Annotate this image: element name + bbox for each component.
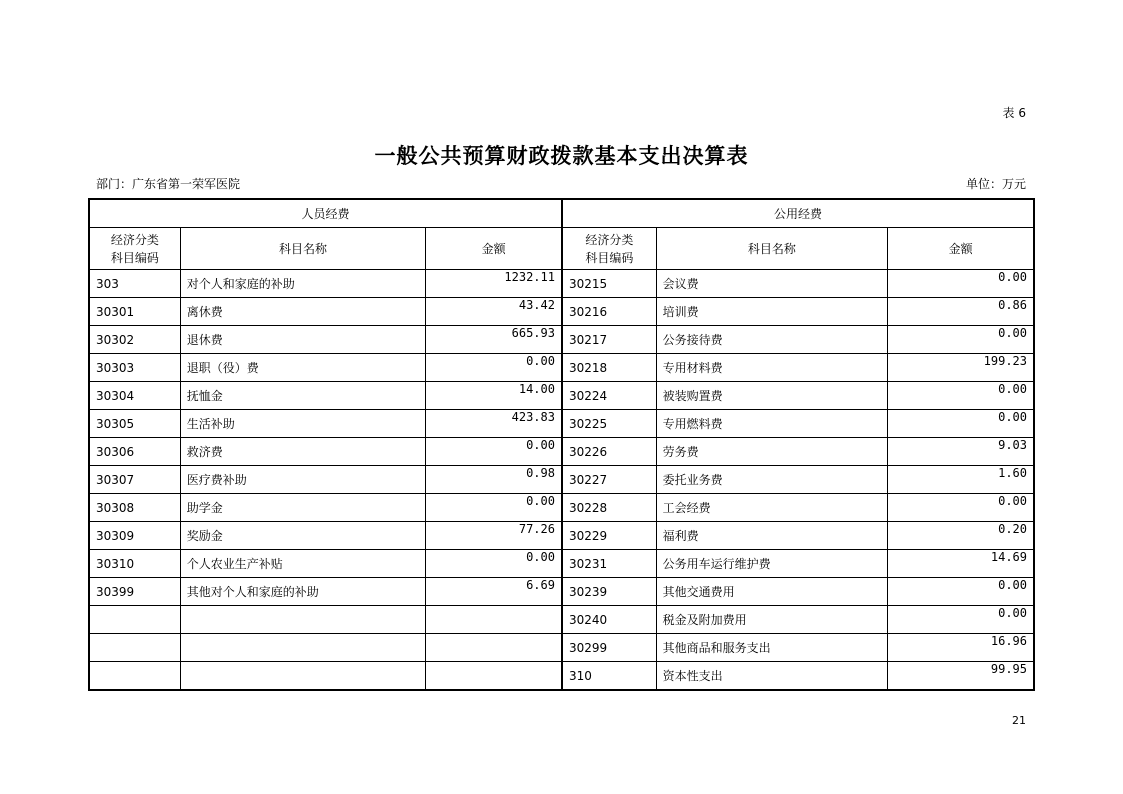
- right-name-cell: 福利费: [656, 522, 887, 550]
- left-name-cell: 助学金: [180, 494, 426, 522]
- left-code-cell: 303: [89, 270, 180, 298]
- right-name-cell: 被装购置费: [656, 382, 887, 410]
- left-code-cell: 30302: [89, 326, 180, 354]
- left-amount-cell: 0.00: [426, 550, 562, 578]
- code-header-line1: 经济分类: [110, 232, 159, 247]
- right-amount-cell: 0.00: [888, 606, 1034, 634]
- right-code-cell: 30229: [562, 522, 656, 550]
- right-name-cell: 其他商品和服务支出: [656, 634, 887, 662]
- left-code-cell: 30305: [89, 410, 180, 438]
- left-code-cell: 30306: [89, 438, 180, 466]
- left-amount-cell: 665.93: [426, 326, 562, 354]
- table-row: [89, 270, 1034, 298]
- right-amount-cell: 9.03: [888, 438, 1034, 466]
- right-name-cell: 专用材料费: [656, 354, 887, 382]
- right-code-header: [562, 228, 656, 270]
- right-name-cell: 公务用车运行维护费: [656, 550, 887, 578]
- table-row: [89, 438, 1034, 466]
- public-header: 公用经费: [562, 199, 1034, 228]
- right-amount-cell: 0.00: [888, 326, 1034, 354]
- right-code-cell: 30216: [562, 298, 656, 326]
- left-name-cell: [180, 662, 426, 691]
- right-code-cell: 30239: [562, 578, 656, 606]
- left-name-cell: 救济费: [180, 438, 426, 466]
- left-code-header: [89, 228, 180, 270]
- left-code-cell: 30308: [89, 494, 180, 522]
- left-amount-cell: 0.00: [426, 438, 562, 466]
- left-code-cell: 30309: [89, 522, 180, 550]
- right-name-cell: 工会经费: [656, 494, 887, 522]
- right-name-cell: 其他交通费用: [656, 578, 887, 606]
- left-code-cell: 30310: [89, 550, 180, 578]
- left-name-cell: 医疗费补助: [180, 466, 426, 494]
- header-row-group: [89, 199, 1034, 228]
- left-name-cell: 个人农业生产补贴: [180, 550, 426, 578]
- left-code-cell: 30301: [89, 298, 180, 326]
- right-name-cell: 培训费: [656, 298, 887, 326]
- budget-table: [88, 198, 1035, 691]
- code-header-line1: 经济分类: [585, 232, 634, 247]
- right-amount-cell: 99.95: [888, 662, 1034, 691]
- right-amount-cell: 16.96: [888, 634, 1034, 662]
- right-name-cell: 会议费: [656, 270, 887, 298]
- table-row: [89, 298, 1034, 326]
- left-code-cell: 30399: [89, 578, 180, 606]
- right-amount-cell: 0.86: [888, 298, 1034, 326]
- left-amount-cell: 1232.11: [426, 270, 562, 298]
- left-code-cell: [89, 662, 180, 691]
- left-amount-header: 金额: [426, 228, 562, 270]
- right-amount-cell: 0.00: [888, 578, 1034, 606]
- right-code-cell: 30218: [562, 354, 656, 382]
- left-name-cell: 离休费: [180, 298, 426, 326]
- right-amount-cell: 0.00: [888, 382, 1034, 410]
- table-row: [89, 522, 1034, 550]
- table-row: [89, 354, 1034, 382]
- right-name-cell: 委托业务费: [656, 466, 887, 494]
- left-amount-cell: 6.69: [426, 578, 562, 606]
- right-name-cell: 税金及附加费用: [656, 606, 887, 634]
- right-name-cell: 专用燃料费: [656, 410, 887, 438]
- left-name-cell: 生活补助: [180, 410, 426, 438]
- code-header-line2: 科目编码: [585, 250, 634, 265]
- right-code-cell: 30299: [562, 634, 656, 662]
- table-row: [89, 466, 1034, 494]
- page-number: 21: [1012, 714, 1026, 727]
- left-amount-cell: 0.98: [426, 466, 562, 494]
- right-code-cell: 310: [562, 662, 656, 691]
- right-code-cell: 30228: [562, 494, 656, 522]
- left-amount-cell: 423.83: [426, 410, 562, 438]
- right-name-cell: 劳务费: [656, 438, 887, 466]
- right-amount-cell: 0.00: [888, 270, 1034, 298]
- department-label: 部门：广东省第一荣军医院: [96, 177, 241, 191]
- table-row: [89, 606, 1034, 634]
- right-name-cell: 资本性支出: [656, 662, 887, 691]
- left-amount-cell: 0.00: [426, 494, 562, 522]
- page-title: 一般公共预算财政拨款基本支出决算表: [374, 144, 749, 168]
- personnel-header: 人员经费: [89, 199, 562, 228]
- left-amount-cell: [426, 662, 562, 691]
- left-amount-cell: 77.26: [426, 522, 562, 550]
- header-row-columns: [89, 228, 1034, 270]
- left-amount-cell: [426, 606, 562, 634]
- left-name-cell: 退休费: [180, 326, 426, 354]
- left-name-cell: 奖励金: [180, 522, 426, 550]
- unit-label: 单位：万元: [965, 177, 1026, 191]
- left-name-header: 科目名称: [180, 228, 426, 270]
- right-amount-cell: 14.69: [888, 550, 1034, 578]
- left-amount-cell: 0.00: [426, 354, 562, 382]
- left-name-cell: 对个人和家庭的补助: [180, 270, 426, 298]
- right-code-cell: 30224: [562, 382, 656, 410]
- table-row: [89, 578, 1034, 606]
- right-code-cell: 30215: [562, 270, 656, 298]
- left-code-cell: [89, 606, 180, 634]
- table-row: [89, 662, 1034, 691]
- left-name-cell: 抚恤金: [180, 382, 426, 410]
- right-code-cell: 30227: [562, 466, 656, 494]
- left-name-cell: [180, 606, 426, 634]
- right-amount-cell: 0.00: [888, 494, 1034, 522]
- right-name-cell: 公务接待费: [656, 326, 887, 354]
- left-code-cell: [89, 634, 180, 662]
- right-amount-header: 金额: [888, 228, 1034, 270]
- left-code-cell: 30307: [89, 466, 180, 494]
- right-code-cell: 30226: [562, 438, 656, 466]
- right-amount-cell: 0.00: [888, 410, 1034, 438]
- right-amount-cell: 199.23: [888, 354, 1034, 382]
- left-name-cell: 退职（役）费: [180, 354, 426, 382]
- left-amount-cell: 43.42: [426, 298, 562, 326]
- left-code-cell: 30304: [89, 382, 180, 410]
- left-name-cell: [180, 634, 426, 662]
- table-row: [89, 634, 1034, 662]
- table-tag: 表 6: [1002, 106, 1026, 120]
- right-code-cell: 30231: [562, 550, 656, 578]
- right-code-cell: 30217: [562, 326, 656, 354]
- right-amount-cell: 1.60: [888, 466, 1034, 494]
- left-amount-cell: [426, 634, 562, 662]
- table-row: [89, 550, 1034, 578]
- table-row: [89, 382, 1034, 410]
- left-amount-cell: 14.00: [426, 382, 562, 410]
- right-code-cell: 30240: [562, 606, 656, 634]
- right-name-header: 科目名称: [656, 228, 887, 270]
- left-code-cell: 30303: [89, 354, 180, 382]
- table-row: [89, 494, 1034, 522]
- right-code-cell: 30225: [562, 410, 656, 438]
- left-name-cell: 其他对个人和家庭的补助: [180, 578, 426, 606]
- code-header-line2: 科目编码: [110, 250, 159, 265]
- right-amount-cell: 0.20: [888, 522, 1034, 550]
- table-row: [89, 326, 1034, 354]
- table-row: [89, 410, 1034, 438]
